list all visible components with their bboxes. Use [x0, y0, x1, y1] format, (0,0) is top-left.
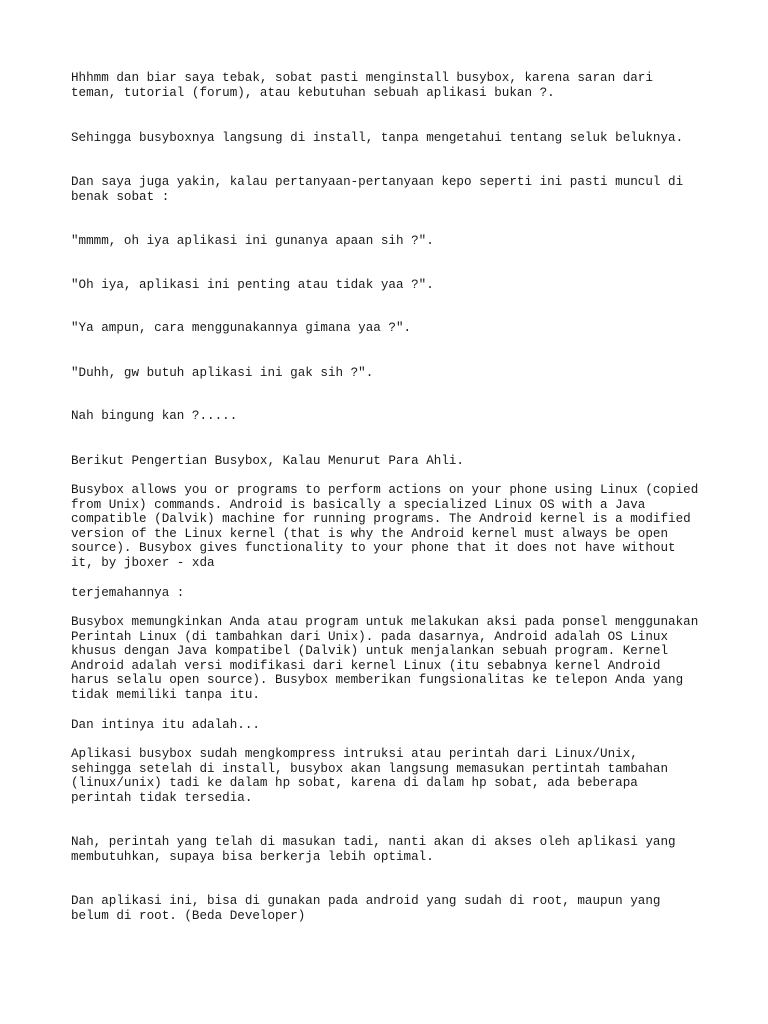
paragraph-conclusion-label: Dan intinya itu adalah... [71, 718, 260, 732]
paragraph-confused: Nah bingung kan ?..... [71, 409, 238, 423]
paragraph-definition-id: Busybox memungkinkan Anda atau program untuk melakukan aksi pada ponsel menggunakan Perintah Linux (di tambahkan dari Unix). pada dasarnya, Android adalah OS Linux khusus dengan Java kompatibel (Dalvik) untuk menjalankan sebuah program. Kernel Android adalah versi modifikasi dari kernel Linux (itu sebabnya kernel Android harus selalu open source). Busybox memberikan fungsionalitas ke telepon Anda yang tidak memiliki tanpa itu. [71, 615, 699, 702]
quote-question-3: "Ya ampun, cara menggunakannya gimana yaa ?". [71, 321, 412, 335]
paragraph-definition-en: Busybox allows you or programs to perform actions on your phone using Linux (copied from Unix) commands. Android is basically a specialized Linux OS with a Java compatible (Dalvik) machine for running programs. The Android kernel is a modified version of the Linux kernel (that is why the Android kernel must always be open source). Busybox gives functionality to your phone that it does not have without it, by jboxer - xda [71, 483, 699, 570]
paragraph-translation-label: terjemahannya : [71, 586, 185, 600]
paragraph-root: Dan aplikasi ini, bisa di gunakan pada android yang sudah di root, maupun yang belum di root. (Beda Developer) [71, 894, 661, 923]
paragraph-install: Sehingga busyboxnya langsung di install, tanpa mengetahui tentang seluk beluknya. [71, 131, 684, 145]
paragraph-conclusion: Aplikasi busybox sudah mengkompress intruksi atau perintah dari Linux/Unix, sehingga setelah di install, busybox akan langsung memasukan pertintah tambahan (linux/unix) tadi ke dalam hp sobat, karena di dalam hp sobat, ada beberapa perintah tidak tersedia. [71, 747, 669, 805]
paragraph-questions-intro: Dan saya juga yakin, kalau pertanyaan-pertanyaan kepo seperti ini pasti muncul di benak sobat : [71, 175, 684, 204]
quote-question-4: "Duhh, gw butuh aplikasi ini gak sih ?". [71, 366, 374, 380]
quote-question-1: "mmmm, oh iya aplikasi ini gunanya apaan sih ?". [71, 234, 434, 248]
paragraph-intro: Hhhmm dan biar saya tebak, sobat pasti menginstall busybox, karena saran dari teman, tutorial (forum), atau kebutuhan sebuah aplikasi bukan ?. [71, 71, 653, 100]
paragraph-definition-title: Berikut Pengertian Busybox, Kalau Menurut Para Ahli. [71, 454, 464, 468]
quote-question-2: "Oh iya, aplikasi ini penting atau tidak yaa ?". [71, 278, 434, 292]
paragraph-commands: Nah, perintah yang telah di masukan tadi, nanti akan di akses oleh aplikasi yang membutuhkan, supaya bisa berkerja lebih optimal. [71, 835, 676, 864]
